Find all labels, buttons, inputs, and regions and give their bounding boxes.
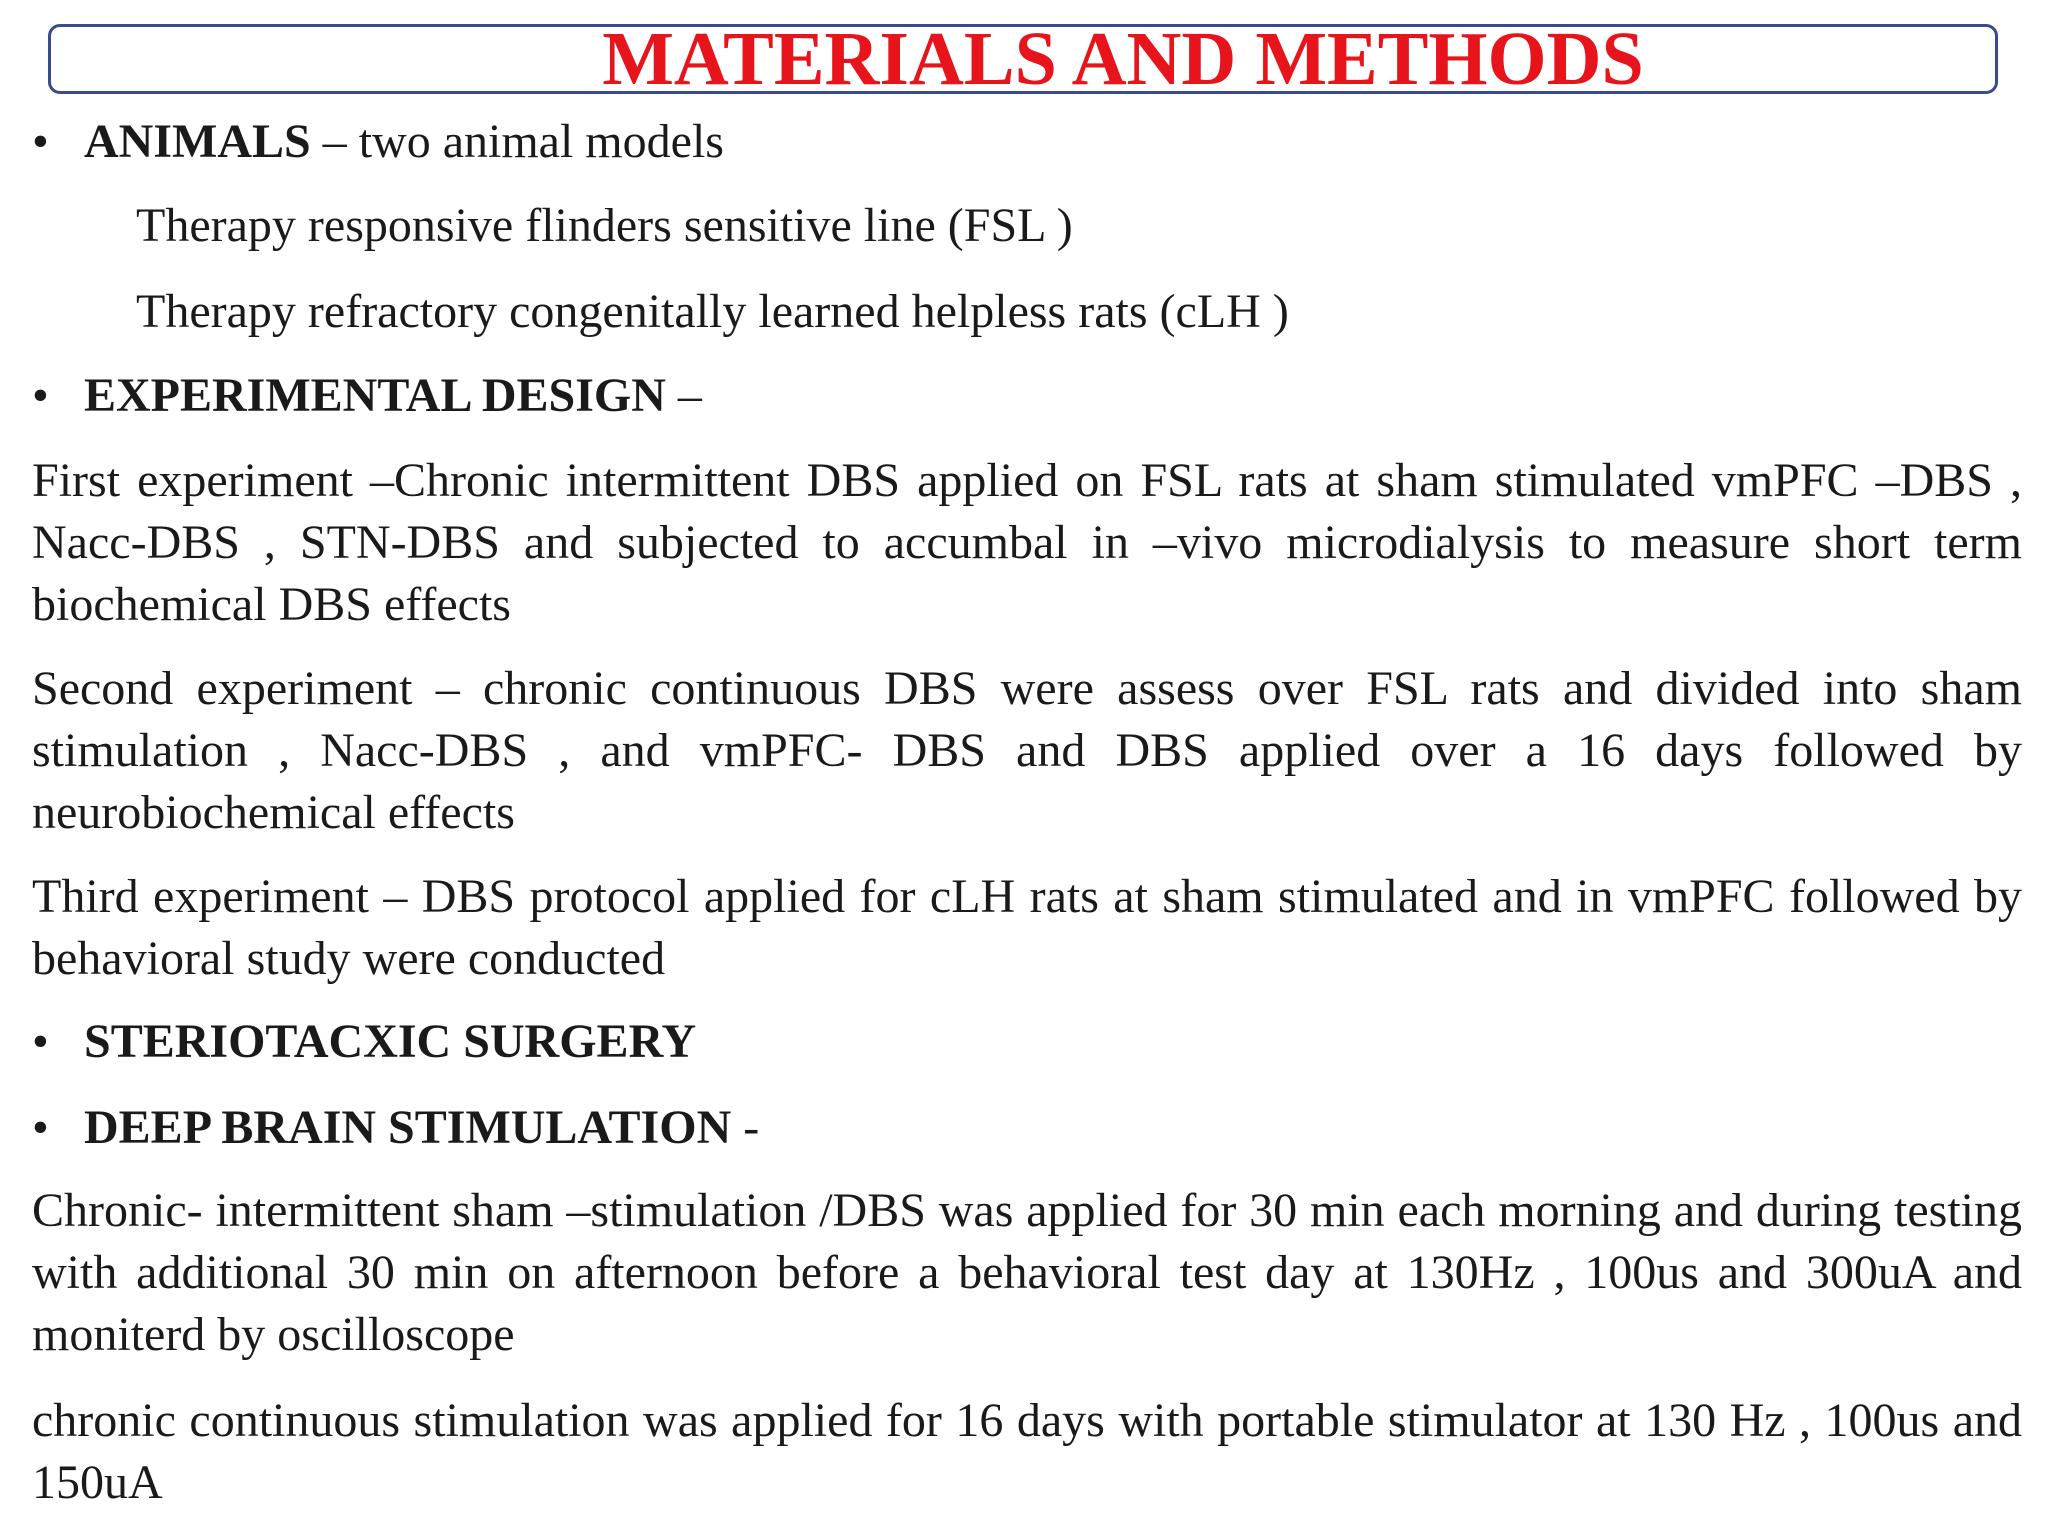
bullet-icon: • bbox=[32, 1101, 49, 1154]
bullet-icon: • bbox=[32, 369, 49, 422]
dbs-paragraph: Chronic- intermittent sham –stimulation /DBS was applied for 30 min each morning and during testing with additional 30 min on afternoon before a behavioral test day at 130Hz , 100us and 300uA and moniterd by oscilloscope bbox=[32, 1184, 2022, 1361]
bullet-icon: • bbox=[32, 115, 49, 168]
section-stereotaxic-surgery bbox=[32, 1012, 696, 1072]
section-experimental-design bbox=[32, 366, 702, 426]
section-animals bbox=[32, 112, 724, 172]
animal-model-item: Therapy responsive flinders sensitive line (FSL ) bbox=[136, 199, 1073, 252]
section-heading-rest: – two animal models bbox=[310, 115, 724, 168]
bullet-icon: • bbox=[32, 1015, 49, 1068]
experiment-paragraph: Third experiment – DBS protocol applied for cLH rats at sham stimulated and in vmPFC followed by behavioral study were conducted bbox=[32, 870, 2022, 985]
section-heading: ANIMALS bbox=[84, 115, 311, 168]
section-heading: STERIOTACXIC SURGERY bbox=[84, 1015, 697, 1068]
section-deep-brain-stimulation bbox=[32, 1098, 759, 1158]
page-title: MATERIALS AND METHODS bbox=[602, 17, 1644, 101]
section-heading-rest: - bbox=[731, 1101, 760, 1154]
section-heading: DEEP BRAIN STIMULATION bbox=[84, 1101, 732, 1154]
experiment-paragraph: First experiment –Chronic intermittent DBS applied on FSL rats at sham stimulated vmPFC –DBS , Nacc-DBS , STN-DBS and subjected to accumbal in –vivo microdialysis to measure short term biochemical DBS effects bbox=[32, 454, 2022, 631]
section-heading: EXPERIMENTAL DESIGN bbox=[84, 369, 666, 422]
section-heading-rest: – bbox=[665, 369, 702, 422]
experiment-paragraph: Second experiment – chronic continuous DBS were assess over FSL rats and divided into sham stimulation , Nacc-DBS , and vmPFC- DBS and DBS applied over a 16 days followed by neurobiochemical effects bbox=[32, 662, 2022, 839]
dbs-paragraph: chronic continuous stimulation was applied for 16 days with portable stimulator at 130 Hz , 100us and 150uA bbox=[32, 1394, 2022, 1509]
animal-model-item: Therapy refractory congenitally learned helpless rats (cLH ) bbox=[136, 285, 1289, 338]
